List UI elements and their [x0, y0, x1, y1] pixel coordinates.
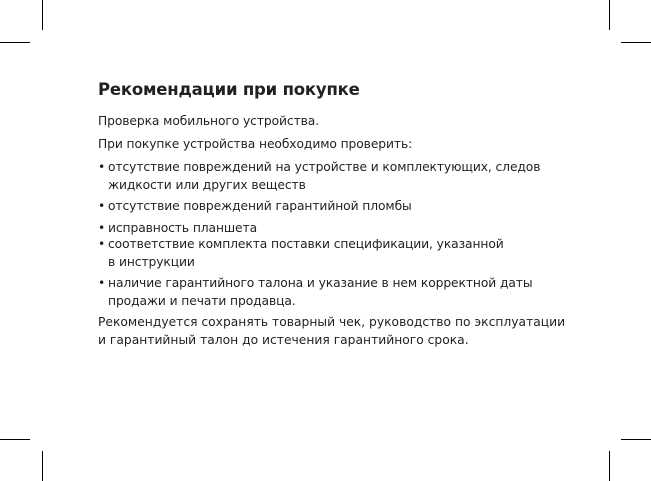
crop-mark-bottom-right-horizontal [621, 439, 651, 440]
bullet-item [98, 158, 540, 194]
bullet-item [98, 197, 412, 215]
bullet-text-continued: продажи и печати продавца. [108, 294, 296, 308]
closing-line: и гарантийный талон до истечения гарантийного срока. [98, 333, 469, 347]
page-title: Рекомендации при покупке [98, 80, 360, 99]
document-page [98, 78, 598, 347]
crop-mark-top-left-vertical [42, 0, 43, 30]
bullet-text: отсутствие повреждений на устройстве и комплектующих, следов [108, 160, 541, 174]
crop-mark-bottom-right-vertical [609, 451, 610, 481]
bullet-text: исправность планшета [108, 221, 258, 235]
bullet-item [98, 235, 504, 271]
bullet-text-continued: в инструкции [108, 255, 195, 269]
closing-paragraph [98, 313, 565, 349]
closing-line: Рекомендуется сохранять товарный чек, руководство по эксплуатации [98, 315, 566, 329]
bullet-text: наличие гарантийного талона и указание в нем корректной даты [108, 276, 533, 290]
bullet-text: соответствие комплекта поставки спецификации, указанной [108, 237, 504, 251]
crop-mark-top-right-horizontal [621, 42, 651, 43]
intro-line: При покупке устройства необходимо проверить: [98, 137, 413, 151]
bullet-text: отсутствие повреждений гарантийной пломбы [108, 199, 412, 213]
intro-line: Проверка мобильного устройства. [98, 114, 320, 128]
bullet-text-continued: жидкости или других веществ [108, 178, 306, 192]
crop-mark-bottom-left-vertical [42, 451, 43, 481]
crop-mark-bottom-left-horizontal [0, 439, 30, 440]
bullet-item [98, 274, 532, 310]
bullet-icon: • [98, 160, 106, 174]
crop-mark-top-right-vertical [609, 0, 610, 30]
crop-mark-top-left-horizontal [0, 42, 30, 43]
bullet-icon: • [98, 276, 106, 290]
bullet-icon: • [98, 199, 106, 213]
bullet-icon: • [98, 237, 106, 251]
bullet-icon: • [98, 221, 106, 235]
